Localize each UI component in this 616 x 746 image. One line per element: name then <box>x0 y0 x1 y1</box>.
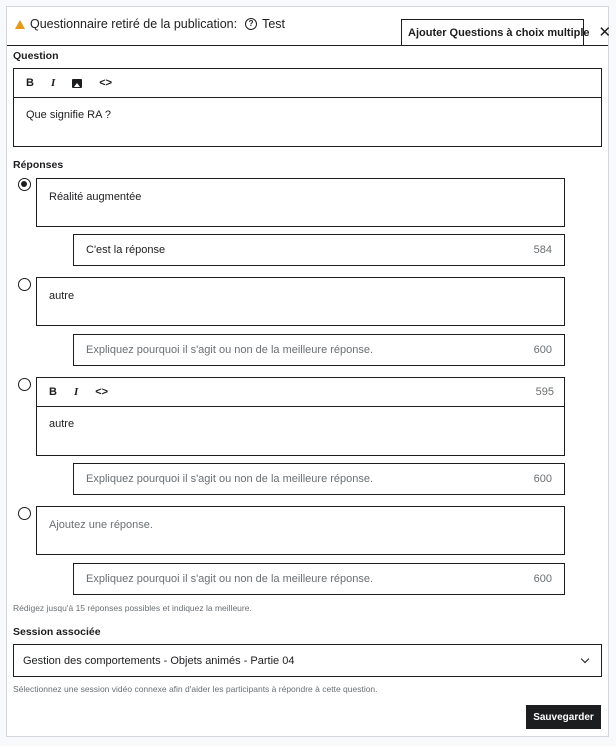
save-button[interactable]: Sauvegarder <box>526 705 601 729</box>
quiz-name: Test <box>262 17 286 31</box>
session-selected: Gestion des comportements - Objets animés - Partie 04 <box>23 654 295 667</box>
header-divider <box>7 45 608 46</box>
tab-label: Ajouter Questions à choix multiple <box>408 26 590 39</box>
italic-button[interactable]: I <box>73 386 79 398</box>
char-counter: 600 <box>533 573 552 585</box>
warning-text: Questionnaire retiré de la publication: <box>30 17 238 31</box>
answer-4-field[interactable]: Ajoutez une réponse. <box>36 506 565 555</box>
answer-1-field[interactable]: Réalité augmentée <box>36 178 565 227</box>
warning-icon <box>15 20 25 29</box>
answer-3-toolbar <box>37 378 564 407</box>
answer-4-radio[interactable] <box>18 507 31 520</box>
question-toolbar <box>14 69 601 98</box>
char-counter: 584 <box>533 244 552 256</box>
answers-hint: Rédigez jusqu'à 15 réponses possibles et indiquez la meilleure. <box>13 603 252 613</box>
answer-1-radio[interactable] <box>18 178 31 191</box>
quiz-editor-panel <box>6 6 612 737</box>
session-hint: Sélectionnez une session vidéo connexe afin d'aider les participants à répondre à cette question. <box>13 684 378 694</box>
bold-button[interactable]: B <box>49 386 57 398</box>
quiz-icon: ? <box>245 18 257 30</box>
session-select[interactable] <box>13 644 602 677</box>
char-counter: 600 <box>533 344 552 356</box>
bold-button[interactable]: B <box>26 77 34 89</box>
image-icon[interactable] <box>72 79 82 88</box>
chevron-down-icon <box>581 655 589 663</box>
explanation-placeholder: Expliquez pourquoi il s'agit ou non de la meilleure réponse. <box>86 473 374 485</box>
answer-2-radio[interactable] <box>18 278 31 291</box>
question-editor[interactable] <box>13 68 602 147</box>
answer-3-explanation[interactable] <box>73 463 565 495</box>
answer-4-explanation[interactable] <box>73 563 565 595</box>
tab-add-multiple-choice[interactable] <box>401 19 612 45</box>
question-label: Question <box>13 50 59 62</box>
answer-2-field[interactable]: autre <box>36 277 565 326</box>
answer-3-editor[interactable] <box>36 377 565 456</box>
answer-3-radio[interactable] <box>18 378 31 391</box>
explanation-placeholder: Expliquez pourquoi il s'agit ou non de la meilleure réponse. <box>86 344 374 356</box>
answer-1-explanation[interactable] <box>73 234 565 266</box>
code-button[interactable]: <> <box>99 77 113 89</box>
answers-label: Réponses <box>13 159 64 171</box>
quiz-status <box>15 17 285 31</box>
char-counter: 600 <box>533 473 552 485</box>
italic-button[interactable]: I <box>50 77 56 89</box>
session-label: Session associée <box>13 626 101 638</box>
char-counter: 595 <box>535 386 554 398</box>
explanation-placeholder: Expliquez pourquoi il s'agit ou non de la meilleure réponse. <box>86 573 374 585</box>
answer-2-explanation[interactable] <box>73 334 565 366</box>
close-icon[interactable]: ✕ <box>598 24 612 41</box>
explanation-text: C'est la réponse <box>86 244 166 256</box>
answer-3-text[interactable]: autre <box>49 418 75 430</box>
code-button[interactable]: <> <box>95 386 109 398</box>
question-text[interactable]: Que signifie RA ? <box>26 109 111 121</box>
